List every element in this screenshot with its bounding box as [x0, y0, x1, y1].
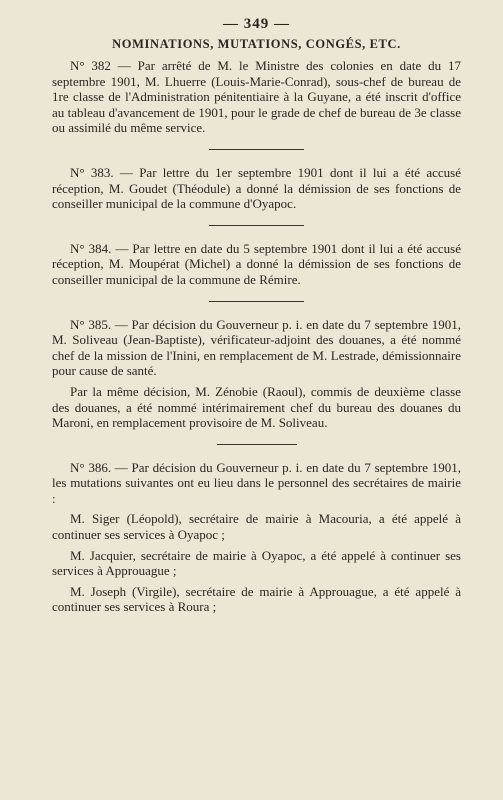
page-number: — 349 — [223, 16, 290, 32]
entry-383-paragraph: N° 383. — Par lettre du 1er septembre 1901 dont il lui a été accusé réception, M. Goudet (Théodule) a donné la démission de ses fonctions de conseiller municipal de la commune d'Oyapoc. [52, 164, 461, 212]
entry-384 [52, 241, 461, 288]
entry-386-item-1: M. Siger (Léopold), secrétaire de mairie à Macouria, a été appelé à continuer ses services à Oyapoc ; [52, 511, 461, 543]
entry-386-item-2: M. Jacquier, secrétaire de mairie à Oyapoc, a été appelé à continuer ses services à Approuague ; [52, 547, 461, 579]
entry-383 [52, 165, 461, 212]
divider-line [217, 444, 297, 445]
divider-line [209, 225, 304, 226]
divider-line [209, 149, 304, 150]
entry-385 [52, 317, 461, 431]
entry-386 [52, 460, 461, 615]
entry-386-item-3: M. Joseph (Virgile), secrétaire de mairie à Approuague, a été appelé à continuer ses services à Roura ; [52, 583, 461, 615]
entry-384-paragraph: N° 384. — Par lettre en date du 5 septembre 1901 dont il lui a été accusé réception, M. Moupérat (Michel) a donné la démission de ses fonctions de conseiller municipal de la commune de Rémire. [52, 240, 461, 287]
entry-382 [52, 58, 461, 136]
divider-line [209, 301, 304, 302]
entry-385-paragraph-2: Par la même décision, M. Zénobie (Raoul), commis de deuxième classe des douanes, a été nommé intérimairement chef du bureau des douanes du Maroni, en remplacement provisoire de M. Soliveau. [52, 383, 461, 431]
entry-385-paragraph: N° 385. — Par décision du Gouverneur p. i. en date du 7 septembre 1901, M. Soliveau (Jean-Baptiste), vérificateur-adjoint des douanes, a été nommé chef de la mission de l'Inini, en remplacement de M. Lestrade, démissionnaire pour cause de santé. [52, 316, 461, 379]
entry-386-paragraph: N° 386. — Par décision du Gouverneur p. i. en date du 7 septembre 1901, les mutations suivantes ont eu lieu dans le personnel des secrétaires de mairie : [52, 459, 461, 506]
section-heading: NOMINATIONS, MUTATIONS, CONGÉS, ETC. [112, 37, 401, 51]
entry-382-paragraph: N° 382 — Par arrêté de M. le Ministre des colonies en date du 17 septembre 1901, M. Lhuerre (Louis-Marie-Conrad), sous-chef de bureau de 1re classe de l'Administration pénitentiaire à la Guyane, a été inscrit d'office au tableau d'avancement de 1901, pour le grade de chef de bureau de 3e classe ou assimilé du même service. [52, 58, 461, 136]
